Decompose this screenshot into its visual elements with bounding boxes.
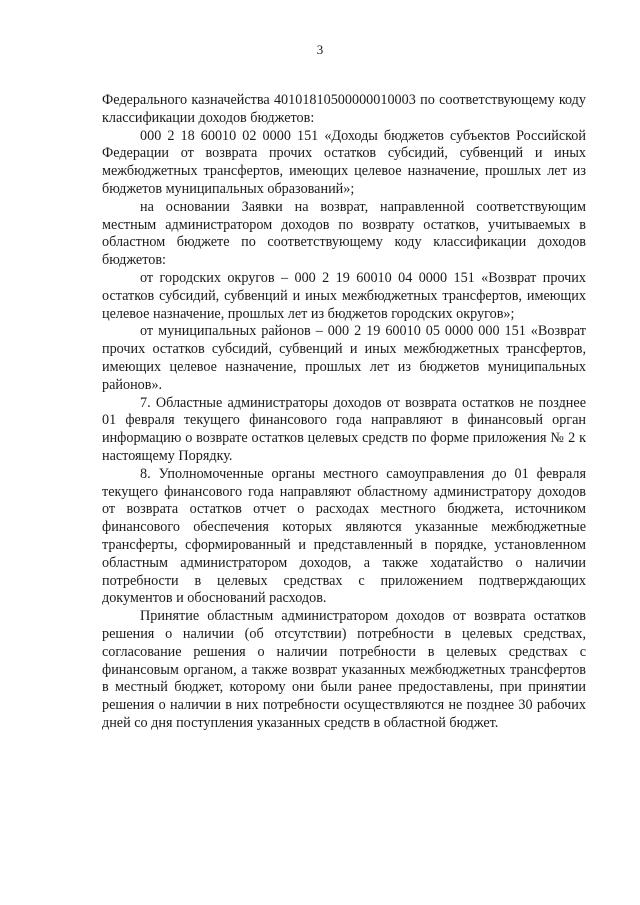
- page-number: 3: [316, 42, 324, 57]
- document-body: [102, 92, 586, 733]
- paragraph-return-request: на основании Заявки на возврат, направленной соответствующим местным администратором доходов по возврату остатков, учитываемых в областном бюджете по соответствующему коду классификации доходов бюджетов:: [102, 198, 586, 269]
- paragraph-income-code-subjects: 000 2 18 60010 02 0000 151 «Доходы бюджетов субъектов Российской Федерации от возврата прочих остатков субсидий, субвенций и иных межбюджетных трансфертов, имеющих целевое назначение, прошлых лет из бюджетов муниципальных образований»;: [102, 127, 586, 197]
- paragraph-clause-8: 8. Уполномоченные органы местного самоуправления до 01 февраля текущего финансового года направляют областному администратору доходов от возврата остатков отчет о расходах местного бюджета, источником финансового обеспечения которых являются указанные межбюджетные трансферты, сформированный и представленный в порядке, установленном областным администратором доходов, а также ходатайство о наличии потребности в целевых средствах с приложением подтверждающих документов и обоснований расходов.: [102, 465, 586, 607]
- paragraph-treasury-account: Федерального казначейства 40101810500000010003 по соответствующему коду классификации доходов бюджетов:: [102, 92, 586, 126]
- paragraph-municipal-districts: от муниципальных районов – 000 2 19 60010 05 0000 000 151 «Возврат прочих остатков субсидий, субвенций и иных межбюджетных трансфертов, имеющих целевое назначение, прошлых лет из бюджетов муниципальных районов».: [102, 323, 586, 393]
- paragraph-city-districts: от городских округов – 000 2 19 60010 04 0000 151 «Возврат прочих остатков субсидий, субвенций и иных межбюджетных трансфертов, имеющих целевое назначение, прошлых лет из бюджетов городских округов»;: [102, 269, 586, 322]
- paragraph-decision-deadline: Принятие областным администратором доходов от возврата остатков решения о наличии (об отсутствии) потребности в целевых средствах, согласование решения о наличии потребности в целевых средствах с финансовым органом, а также возврат указанных межбюджетных трансфертов в местный бюджет, которому они были ранее предоставлены, при принятии решения о наличии в них потребности осуществляются не позднее 30 рабочих дней со дня поступления указанных средств в областной бюджет.: [102, 608, 586, 731]
- paragraph-clause-7: 7. Областные администраторы доходов от возврата остатков не позднее 01 февраля текущего финансового года направляют в финансовый орган информацию о возврате остатков целевых средств по форме приложения № 2 к настоящему Порядку.: [102, 394, 586, 464]
